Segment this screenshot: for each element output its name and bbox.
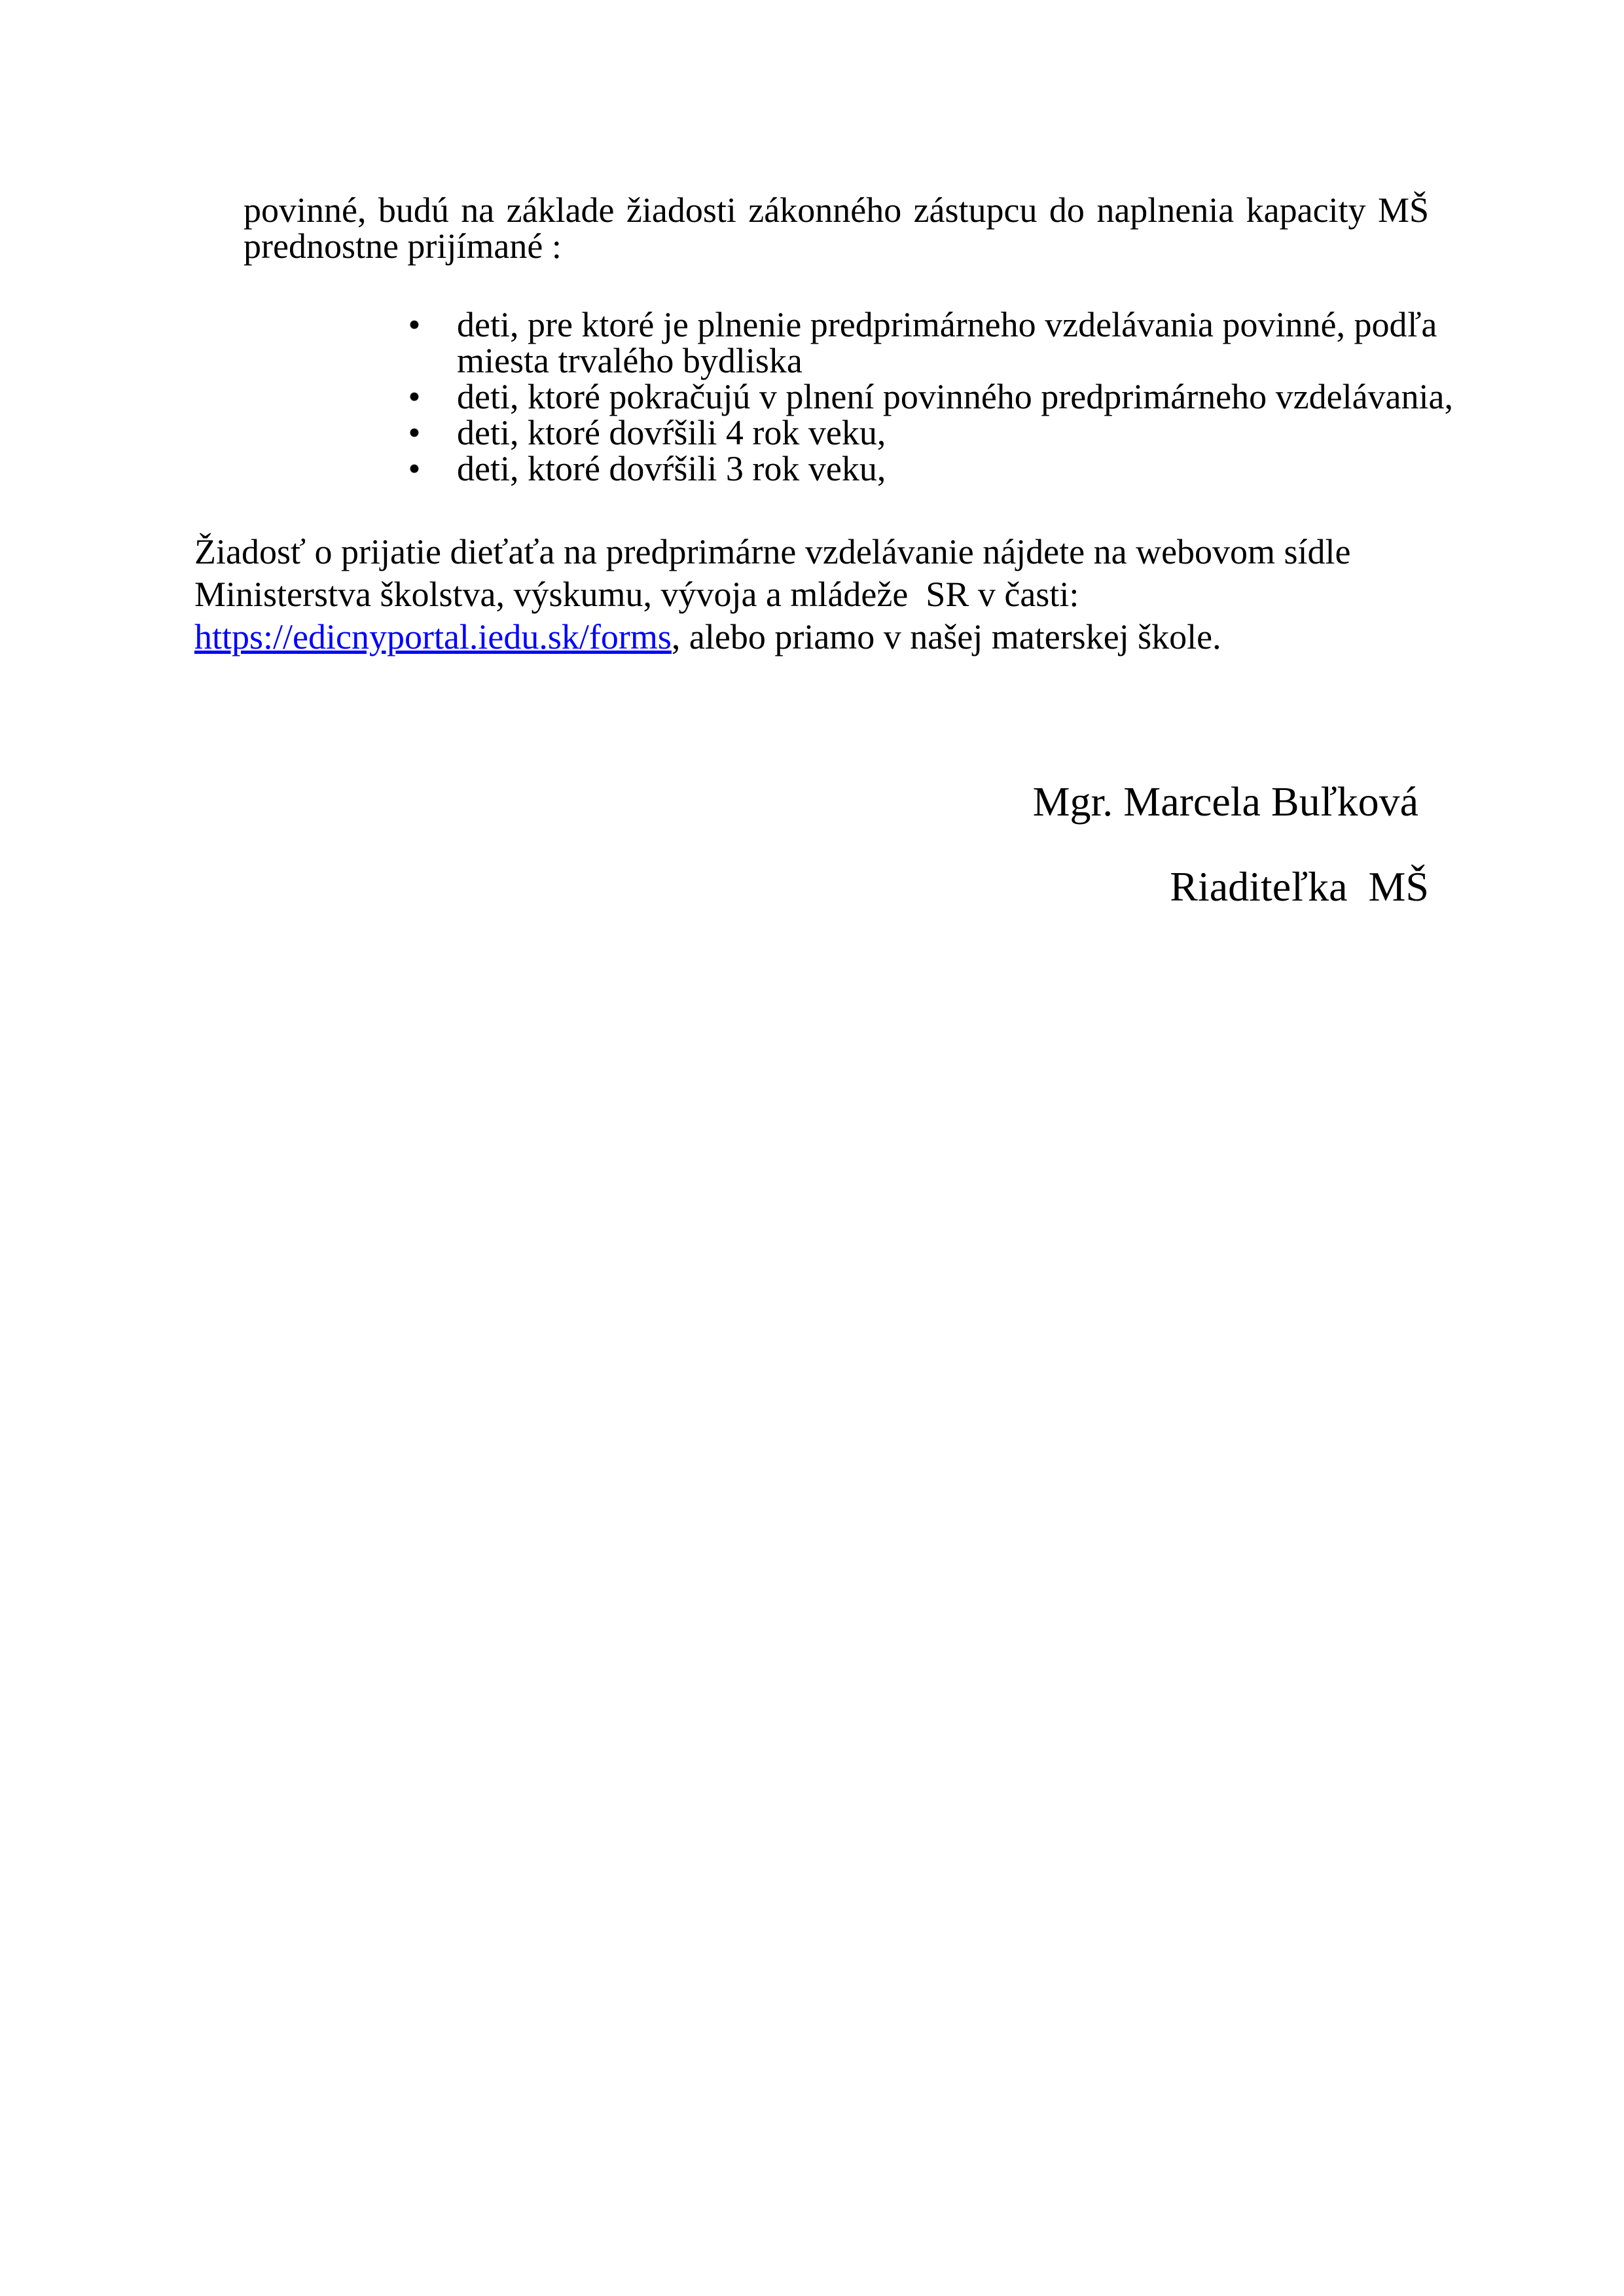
bullet-list (408, 305, 1453, 488)
paragraph-line: prednostne prijímané : (244, 226, 562, 266)
list-item-line: deti, pre ktoré je plnenie predprimárneho vzdelávania povinné, podľa (457, 305, 1437, 344)
paragraph-line (194, 616, 1438, 658)
signature-name: Mgr. Marcela Buľková (1032, 778, 1418, 825)
signature-role: Riaditeľka MŠ (1170, 863, 1429, 910)
paragraph-line: povinné, budú na základe žiadosti zákonného zástupcu do naplnenia kapacity MŠ (244, 190, 1429, 230)
bullet-icon: • (408, 413, 421, 452)
paragraph-continuation (244, 192, 1429, 264)
list-item-line: deti, ktoré pokračujú v plnení povinného predprimárneho vzdelávania, (457, 377, 1453, 416)
list-item (408, 377, 1453, 416)
list-item (408, 305, 1437, 380)
paragraph-line: Žiadosť o prijatie dieťaťa na predprimárne vzdelávanie nájdete na webovom sídle (194, 532, 1351, 571)
paragraph-application-info (194, 531, 1438, 658)
list-item-line: deti, ktoré dovŕšili 3 rok veku, (457, 449, 886, 488)
list-item-line: deti, ktoré dovŕšili 4 rok veku, (457, 413, 886, 452)
paragraph-line-tail: , alebo priamo v našej materskej škole. (671, 617, 1221, 656)
bullet-icon: • (408, 305, 421, 344)
bullet-icon: • (408, 377, 421, 416)
paragraph-line: Ministerstva školstva, výskumu, vývoja a mládeže SR v časti: (194, 575, 1079, 614)
list-item (408, 413, 1430, 452)
edicnyportal-link[interactable]: https://edicnyportal.iedu.sk/forms (194, 617, 672, 656)
list-item-line: miesta trvalého bydliska (457, 341, 803, 380)
list-item (408, 449, 1430, 488)
bullet-icon: • (408, 449, 421, 488)
